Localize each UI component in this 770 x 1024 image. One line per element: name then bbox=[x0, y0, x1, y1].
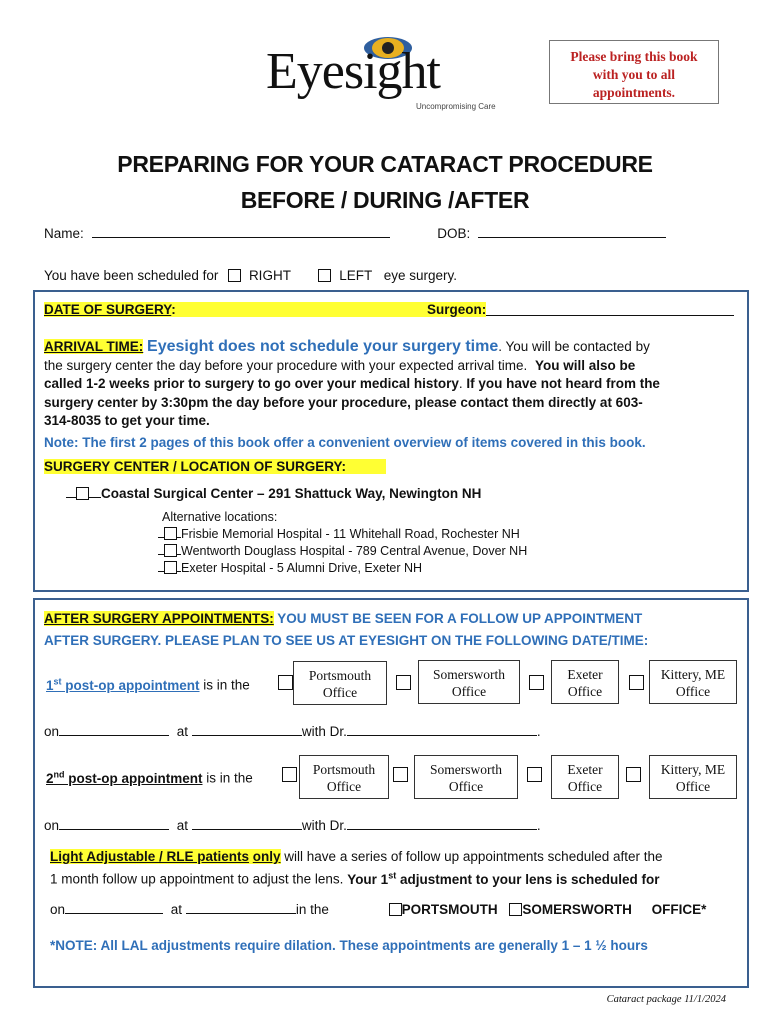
arrival-bold-3: If you have not heard from the bbox=[466, 376, 660, 391]
arrival-bold-2: called 1-2 weeks prior to surgery to go over your medical history bbox=[44, 376, 459, 391]
arrival-bold-5: 314-8035 to get your time. bbox=[44, 413, 210, 428]
left-eye-label: LEFT bbox=[339, 268, 372, 283]
with-dr-label: with Dr. bbox=[301, 818, 347, 833]
dob-field[interactable] bbox=[478, 237, 666, 238]
postop1-exeter-office bbox=[551, 660, 619, 704]
postop2-date-field[interactable] bbox=[59, 829, 169, 830]
postop2-date-row bbox=[44, 818, 541, 833]
lal-somersworth-checkbox[interactable] bbox=[509, 903, 522, 916]
alt-location-row bbox=[158, 526, 527, 543]
scheduled-row bbox=[44, 268, 744, 283]
arrival-bold-1: You will also be bbox=[535, 357, 636, 373]
primary-location-label: Coastal Surgical Center – 291 Shattuck Way, Newington NH bbox=[101, 486, 482, 501]
postop1-text: post-op appointment bbox=[61, 677, 200, 693]
right-eye-checkbox[interactable] bbox=[228, 269, 241, 282]
office-suffix: Office bbox=[451, 684, 487, 699]
lal-only: only bbox=[252, 849, 281, 864]
right-eye-label: RIGHT bbox=[248, 268, 291, 283]
at-label: at bbox=[170, 902, 183, 917]
postop2-ordinal: 2 bbox=[46, 770, 54, 786]
surgery-center-label: SURGERY CENTER / LOCATION OF SURGERY: bbox=[44, 459, 386, 474]
in-the-label: in the bbox=[295, 902, 329, 917]
appointments-box bbox=[33, 598, 749, 988]
surgeon-label: Surgeon: bbox=[427, 302, 487, 317]
lal-block bbox=[50, 848, 740, 889]
alt-location-row bbox=[158, 560, 527, 577]
postop2-doctor-field[interactable] bbox=[347, 829, 537, 830]
footer: Cataract package 11/1/2024 bbox=[606, 994, 726, 1005]
with-dr-label: with Dr. bbox=[301, 724, 347, 739]
office-suffix: Office bbox=[567, 684, 603, 699]
postop2-kittery-office bbox=[649, 755, 737, 799]
postop2-exeter-checkbox[interactable] bbox=[527, 767, 542, 782]
lal-bold bbox=[347, 872, 659, 887]
arrival-dot: . bbox=[458, 376, 463, 391]
postop1-somersworth-office bbox=[418, 660, 520, 704]
lal-text-1: will have a series of follow up appointments scheduled after the bbox=[280, 849, 663, 864]
period: . bbox=[536, 818, 541, 833]
postop1-label bbox=[46, 678, 200, 693]
alt-location-label: Wentworth Douglass Hospital - 789 Central Avenue, Dover NH bbox=[181, 544, 528, 558]
title-line-1: PREPARING FOR YOUR CATARACT PROCEDURE bbox=[117, 151, 653, 177]
scheduled-suffix: eye surgery. bbox=[383, 268, 458, 283]
postop2-time-field[interactable] bbox=[192, 829, 302, 830]
appointments-header bbox=[44, 608, 744, 652]
postop1-somersworth-checkbox[interactable] bbox=[396, 675, 411, 690]
office-name: Kittery, ME bbox=[660, 667, 726, 682]
logo-tagline: Uncompromising Care bbox=[416, 102, 496, 111]
postop1-date-field[interactable] bbox=[59, 735, 169, 736]
lal-text-2: 1 month follow up appointment to adjust the lens. bbox=[50, 871, 348, 887]
appointments-label: AFTER SURGERY APPOINTMENTS: bbox=[44, 611, 274, 626]
left-eye-checkbox[interactable] bbox=[318, 269, 331, 282]
arrival-headline: Eyesight does not schedule your surgery time bbox=[147, 338, 499, 355]
lal-date-field[interactable] bbox=[65, 913, 163, 914]
arrival-block bbox=[44, 338, 740, 431]
office-name: Exeter bbox=[567, 667, 603, 682]
postop2-label bbox=[46, 771, 203, 786]
page-title bbox=[0, 146, 770, 218]
postop2-text: post-op appointment bbox=[64, 770, 203, 786]
lal-label bbox=[50, 849, 281, 864]
at-label: at bbox=[176, 818, 189, 833]
alt-locations bbox=[158, 509, 527, 577]
lal-portsmouth-label: PORTSMOUTH bbox=[401, 902, 498, 917]
office-name: Portsmouth bbox=[312, 762, 376, 777]
arrival-label: ARRIVAL TIME: bbox=[44, 339, 144, 354]
dob-label: DOB: bbox=[437, 226, 471, 241]
alt-location-row bbox=[158, 543, 527, 560]
office-suffix: Office bbox=[448, 779, 484, 794]
lal-bold-2: adjustment to your lens is scheduled for bbox=[396, 871, 660, 887]
postop1-portsmouth-checkbox[interactable] bbox=[278, 675, 293, 690]
arrival-text-2: the surgery center the day before your procedure with your expected arrival time. bbox=[44, 357, 528, 373]
lal-somersworth-label: SOMERSWORTH bbox=[522, 902, 632, 917]
office-suffix: Office bbox=[326, 779, 362, 794]
postop2-somersworth-office bbox=[414, 755, 518, 799]
book-note: Note: The first 2 pages of this book offer a convenient overview of items covered in this book. bbox=[44, 435, 646, 450]
title-line-2: BEFORE / DURING /AFTER bbox=[240, 187, 530, 213]
name-row bbox=[44, 226, 744, 241]
on-label: on bbox=[44, 818, 60, 833]
postop2-portsmouth-checkbox[interactable] bbox=[282, 767, 297, 782]
alt-locations-label: Alternative locations: bbox=[162, 510, 278, 524]
appointments-line-2: AFTER SURGERY. PLEASE PLAN TO SEE US AT EYESIGHT ON THE FOLLOWING DATE/TIME: bbox=[44, 633, 649, 648]
postop1-date-row bbox=[44, 724, 541, 739]
postop2-exeter-office bbox=[551, 755, 619, 799]
name-label: Name: bbox=[44, 226, 84, 241]
logo bbox=[266, 40, 496, 120]
lal-note: *NOTE: All LAL adjustments require dilation. These appointments are generally 1 – 1 ½ hours bbox=[50, 938, 648, 953]
office-name: Portsmouth bbox=[308, 668, 372, 683]
office-name: Somersworth bbox=[433, 667, 505, 682]
lal-date-row bbox=[50, 902, 750, 917]
postop2-suffix: is in the bbox=[202, 770, 253, 786]
frisbie-checkbox[interactable] bbox=[164, 527, 177, 540]
date-of-surgery-label: DATE OF SURGERY bbox=[44, 302, 172, 317]
scheduled-prefix: You have been scheduled for bbox=[44, 268, 219, 283]
postop1-row bbox=[46, 676, 250, 693]
alt-location-label: Frisbie Memorial Hospital - 11 Whitehall Road, Rochester NH bbox=[181, 527, 520, 541]
lal-bold-sup: st bbox=[388, 870, 397, 880]
postop2-portsmouth-office bbox=[299, 755, 389, 799]
postop2-sup: nd bbox=[53, 769, 65, 779]
date-colon: : bbox=[171, 302, 176, 317]
office-name: Kittery, ME bbox=[660, 762, 726, 777]
postop1-ordinal: 1 bbox=[46, 677, 54, 693]
lal-bold-1: Your 1 bbox=[347, 871, 389, 887]
lal-time-field[interactable] bbox=[186, 913, 296, 914]
office-suffix: Office bbox=[675, 684, 711, 699]
notice-text: Please bring this book with you to all appointments. bbox=[570, 49, 698, 100]
arrival-text-1: . You will be contacted by bbox=[498, 339, 650, 354]
postop1-sup: st bbox=[53, 676, 62, 686]
arrival-bold-4: surgery center by 3:30pm the day before your procedure, please contact them directly at 603- bbox=[44, 394, 643, 410]
lal-portsmouth-checkbox[interactable] bbox=[389, 903, 402, 916]
office-name: Somersworth bbox=[430, 762, 502, 777]
office-suffix: Office bbox=[675, 779, 711, 794]
period: . bbox=[536, 724, 541, 739]
notice-box bbox=[549, 40, 719, 104]
date-surgeon-row bbox=[44, 302, 744, 317]
date-of-surgery-field[interactable] bbox=[44, 302, 427, 317]
surgeon-field[interactable] bbox=[486, 315, 734, 316]
at-label: at bbox=[176, 724, 189, 739]
postop1-kittery-checkbox[interactable] bbox=[629, 675, 644, 690]
appointments-line-1: YOU MUST BE SEEN FOR A FOLLOW UP APPOINTMENT bbox=[273, 611, 643, 626]
lal-office-label: OFFICE* bbox=[651, 902, 707, 917]
office-name: Exeter bbox=[567, 762, 603, 777]
postop2-somersworth-checkbox[interactable] bbox=[393, 767, 408, 782]
logo-brand: Eyesight bbox=[266, 43, 440, 100]
surgery-center-row bbox=[44, 459, 386, 474]
primary-location-checkbox[interactable] bbox=[76, 487, 89, 500]
postop1-suffix: is in the bbox=[199, 677, 250, 693]
postop1-kittery-office bbox=[649, 660, 737, 704]
office-suffix: Office bbox=[567, 779, 603, 794]
name-field[interactable] bbox=[92, 237, 390, 238]
exeter-hospital-checkbox[interactable] bbox=[164, 561, 177, 574]
on-label: on bbox=[50, 902, 66, 917]
postop1-exeter-checkbox[interactable] bbox=[529, 675, 544, 690]
wentworth-checkbox[interactable] bbox=[164, 544, 177, 557]
postop2-row bbox=[46, 769, 253, 786]
on-label: on bbox=[44, 724, 60, 739]
postop1-time-field[interactable] bbox=[192, 735, 302, 736]
alt-location-label: Exeter Hospital - 5 Alumni Drive, Exeter NH bbox=[181, 561, 423, 575]
postop1-doctor-field[interactable] bbox=[347, 735, 537, 736]
postop2-kittery-checkbox[interactable] bbox=[626, 767, 641, 782]
office-suffix: Office bbox=[322, 685, 358, 700]
postop1-portsmouth-office bbox=[293, 661, 387, 705]
primary-location-row bbox=[66, 486, 481, 501]
lal-label-text: Light Adjustable / RLE patients bbox=[50, 849, 250, 864]
